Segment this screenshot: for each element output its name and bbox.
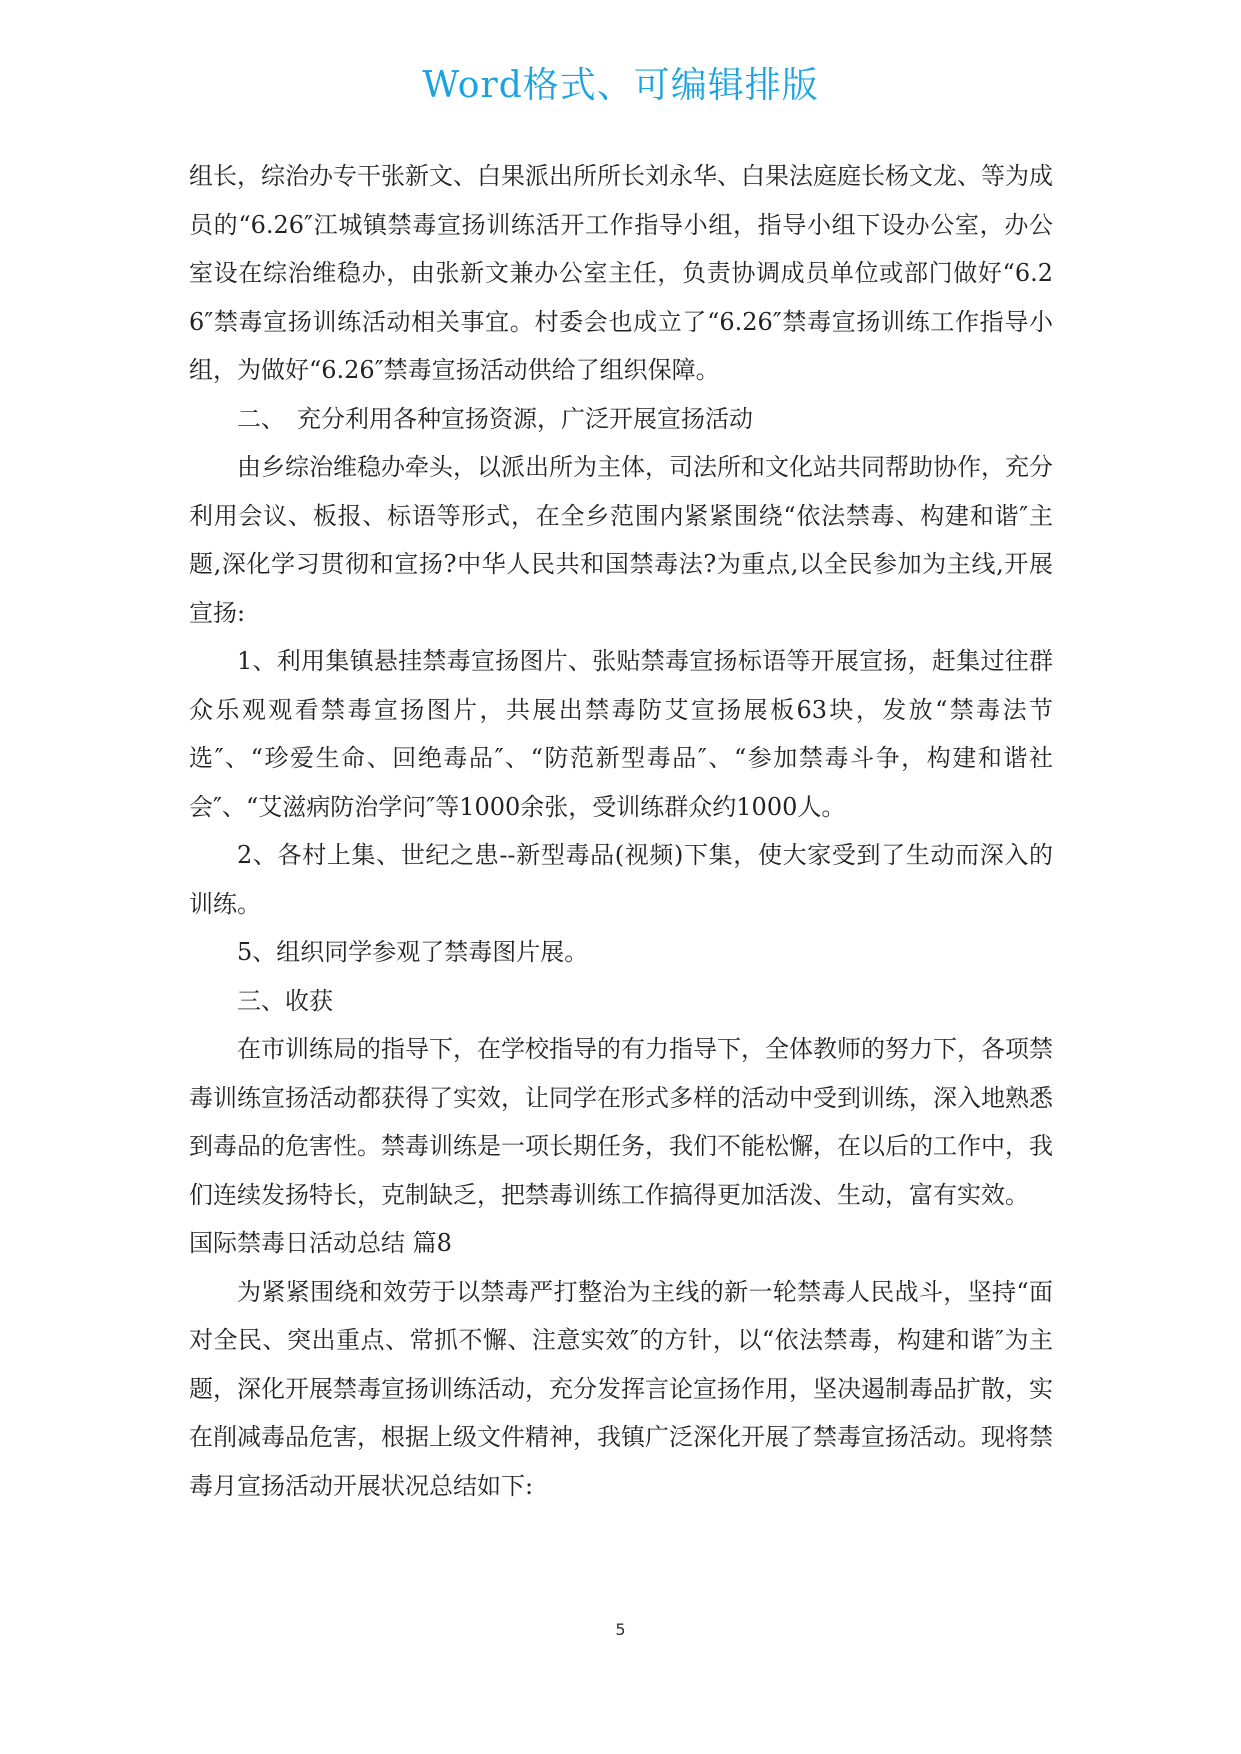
paragraph-intro: 为紧紧围绕和效劳于以禁毒严打整治为主线的新一轮禁毒人民战斗，坚持“面对全民、突出重点、常抓不懈、注意实效″的方针，以“依法禁毒，构建和谐″为主题，深化开展禁毒宣扬训练活动，充分发挥言论宣扬作用，坚决遏制毒品扩散，实在削减毒品危害，根据上级文件精神，我镇广泛深化开展了禁毒宣扬活动。现将禁毒月宣扬活动开展状况总结如下: — [189, 1277, 1053, 1500]
paragraph-organization: 组长，综治办专干张新文、白果派出所所长刘永华、白果法庭庭长杨文龙、等为成员的“6.26″江城镇禁毒宣扬训练活开工作指导小组，指导小组下设办公室，办公室设在综治维稳办，由张新文兼办公室主任，负责协调成员单位或部门做好“6.26″禁毒宣扬训练活动相关事宜。村委会也成立了“6.26″禁毒宣扬训练工作指导小组，为做好“6.26″禁毒宣扬活动供给了组织保障。 — [189, 162, 1053, 384]
paragraph-results: 在市训练局的指导下，在学校指导的有力指导下，全体教师的努力下，各项禁毒训练宣扬活动都获得了实效，让同学在形式多样的活动中受到训练，深入地熟悉到毒品的危害性。禁毒训练是一项长期任务，我们不能松懈，在以后的工作中，我们连续发扬特长，克制缺乏，把禁毒训练工作搞得更加活泼、生动，富有实效。 — [189, 1035, 1053, 1209]
section-heading-3: 三、收获 — [237, 986, 333, 1015]
page-header-title: Word格式、可编辑排版 — [422, 65, 819, 106]
paragraph-publicity: 由乡综治维稳办牵头，以派出所为主体，司法所和文化站共同帮助协作，充分利用会议、板报、标语等形式，在全乡范围内紧紧围绕“依法禁毒、构建和谐″主题,深化学习贯彻和宣扬?中华人民共和国禁毒法?为重点,以全民参加为主线,开展宣扬: — [189, 453, 1053, 627]
list-item-5: 5、组织同学参观了禁毒图片展。 — [237, 938, 589, 966]
page-number: 5 — [615, 1620, 626, 1639]
section-heading-2: 二、 充分利用各种宣扬资源，广泛开展宣扬活动 — [237, 404, 753, 433]
list-item-1: 1、利用集镇悬挂禁毒宣扬图片、张贴禁毒宣扬标语等开展宣扬，赶集过往群众乐观观看禁毒宣扬图片，共展出禁毒防艾宣扬展板63块，发放“禁毒法节选″、“珍爱生命、回绝毒品″、“防范新型毒品″、“参加禁毒斗争，构建和谐社会″、“艾滋病防治学问″等1000余张，受训练群众约1000人。 — [189, 647, 1053, 821]
article-title: 国际禁毒日活动总结 篇8 — [189, 1229, 452, 1257]
document-body — [189, 152, 1053, 1510]
list-item-2: 2、各村上集、世纪之患--新型毒品(视频)下集，使大家受到了生动而深入的训练。 — [189, 841, 1053, 918]
